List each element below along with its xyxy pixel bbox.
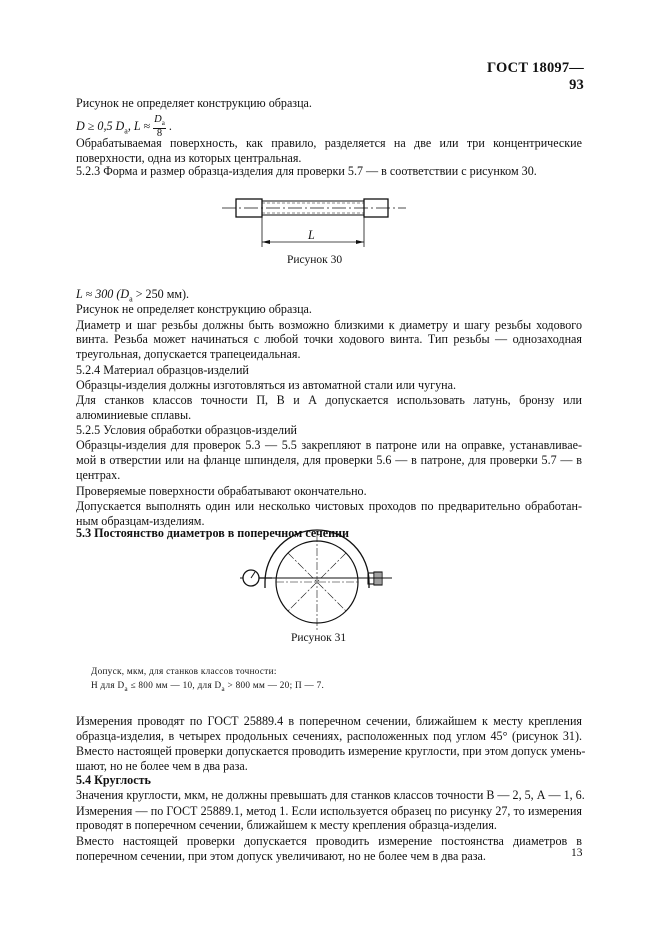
section-5-3-title: 5.3 Постоянство диаметров в поперечном сечении (76, 526, 349, 540)
formula-sub: a (124, 126, 128, 136)
paragraph: Рисунок не определяет конструкцию образца. (76, 302, 312, 316)
figure-31-caption: Рисунок 31 (291, 632, 347, 644)
tolerance-values (91, 680, 324, 693)
paragraph: Измерения проводят по ГОСТ 25889.4 в поперечном сечении, ближайшем к месту крепления (76, 714, 582, 728)
paragraph: поверхности, одна из которых центральная. (76, 151, 302, 165)
formula-part: D ≥ 0,5 D (76, 119, 125, 133)
paragraph: шают, но не более чем в два раза. (76, 759, 248, 773)
standard-header: ГОСТ 18097—93 (486, 60, 584, 93)
formula-end: . (168, 119, 172, 133)
figure-30-caption: Рисунок 30 (287, 254, 343, 266)
tolerance-sub: a (221, 684, 225, 693)
dimension-label-l: L (308, 228, 315, 242)
fraction-numerator: D (154, 114, 162, 126)
paragraph: ным образцам-изделиям. (76, 514, 205, 528)
subsection-title: 5.2.4 Материал образцов-изделий (76, 363, 249, 377)
tolerance-sub: a (124, 684, 128, 693)
paragraph: Вместо настоящей проверки допускается проводить измерение постоянства диаметров в (76, 834, 582, 848)
paragraph: образца-изделия, в четырех продольных сечениях, расположенных под углом 45° (рисунок 31). (76, 729, 582, 743)
paragraph: треугольная, допускается трапецеидальная. (76, 347, 301, 361)
figure-31-drawing (0, 522, 661, 642)
formula-part: , L ≈ (127, 119, 151, 133)
paragraph: Образцы-изделия для проверок 5.3 — 5.5 закрепляют в патроне или на оправке, устанавливае- (76, 438, 582, 452)
paragraph: мой в отверстии или на фланце шпинделя, для проверки 5.6 — в патроне, для проверки 5.7 — в (76, 453, 582, 467)
page-number: 13 (571, 847, 583, 859)
formula-sub: a (129, 294, 133, 304)
paragraph: Для станков классов точности П, В и А допускается использовать латунь, бронзу или (76, 393, 582, 407)
paragraph: Допускается выполнять один или несколько чистовых проходов по предварительно обработан- (76, 499, 582, 513)
paragraph: Проверяемые поверхности обрабатывают окончательно. (76, 484, 367, 498)
paragraph: Обрабатываемая поверхность, как правило, разделяется на две или три концентрические (76, 136, 582, 150)
tolerance-part: > 800 мм — 20; П — 7. (224, 680, 325, 690)
paragraph: Значения круглости, мкм, не должны превышать для станков классов точности В — 2, 5, А — 1, 6. (76, 788, 585, 802)
subsection-title: 5.2.5 Условия обработки образцов-изделий (76, 423, 298, 437)
paragraph: проводят в поперечном сечении, ближайшем к месту крепления образца-изделия. (76, 818, 497, 832)
paragraph: Вместо настоящей проверки допускается проводить измерение круглости, при этом допуск умень- (76, 744, 586, 758)
tolerance-part: ≤ 800 мм — 10, для D (127, 680, 222, 690)
paragraph: центрах. (76, 468, 121, 482)
tolerance-heading: Допуск, мкм, для станков классов точности: (91, 666, 277, 676)
fraction-denominator: 8 (156, 128, 163, 140)
paragraph: Рисунок не определяет конструкцию образца. (76, 96, 312, 110)
paragraph: Диаметр и шаг резьбы должны быть возможно близкими к диаметру и шагу резьбы ходового (76, 318, 582, 332)
paragraph: поперечном сечении, при этом допуск увеличивают, но не более чем в два раза. (76, 849, 486, 863)
fraction-numerator-sub: a (161, 119, 165, 128)
paragraph: винта. Резьба может начинаться с любой точки ходового винта. Тип резьбы — однозаходная (76, 332, 582, 346)
paragraph: 5.2.3 Форма и размер образца-изделия для проверки 5.7 — в соответствии с рисунком 30. (76, 164, 537, 178)
figure-30-drawing (0, 195, 661, 295)
section-5-4-title: 5.4 Круглость (76, 773, 151, 787)
paragraph: Образцы-изделия должны изготовляться из автоматной стали или чугуна. (76, 378, 456, 392)
paragraph: Измерения — по ГОСТ 25889.1, метод 1. Если используется образец по рисунку 27, то измерения (76, 804, 582, 818)
formula-part: > 250 мм). (132, 287, 190, 301)
tolerance-part: Н для D (91, 680, 125, 690)
formula-part: L ≈ 300 (D (76, 287, 130, 301)
paragraph: алюминиевые сплавы. (76, 408, 192, 422)
